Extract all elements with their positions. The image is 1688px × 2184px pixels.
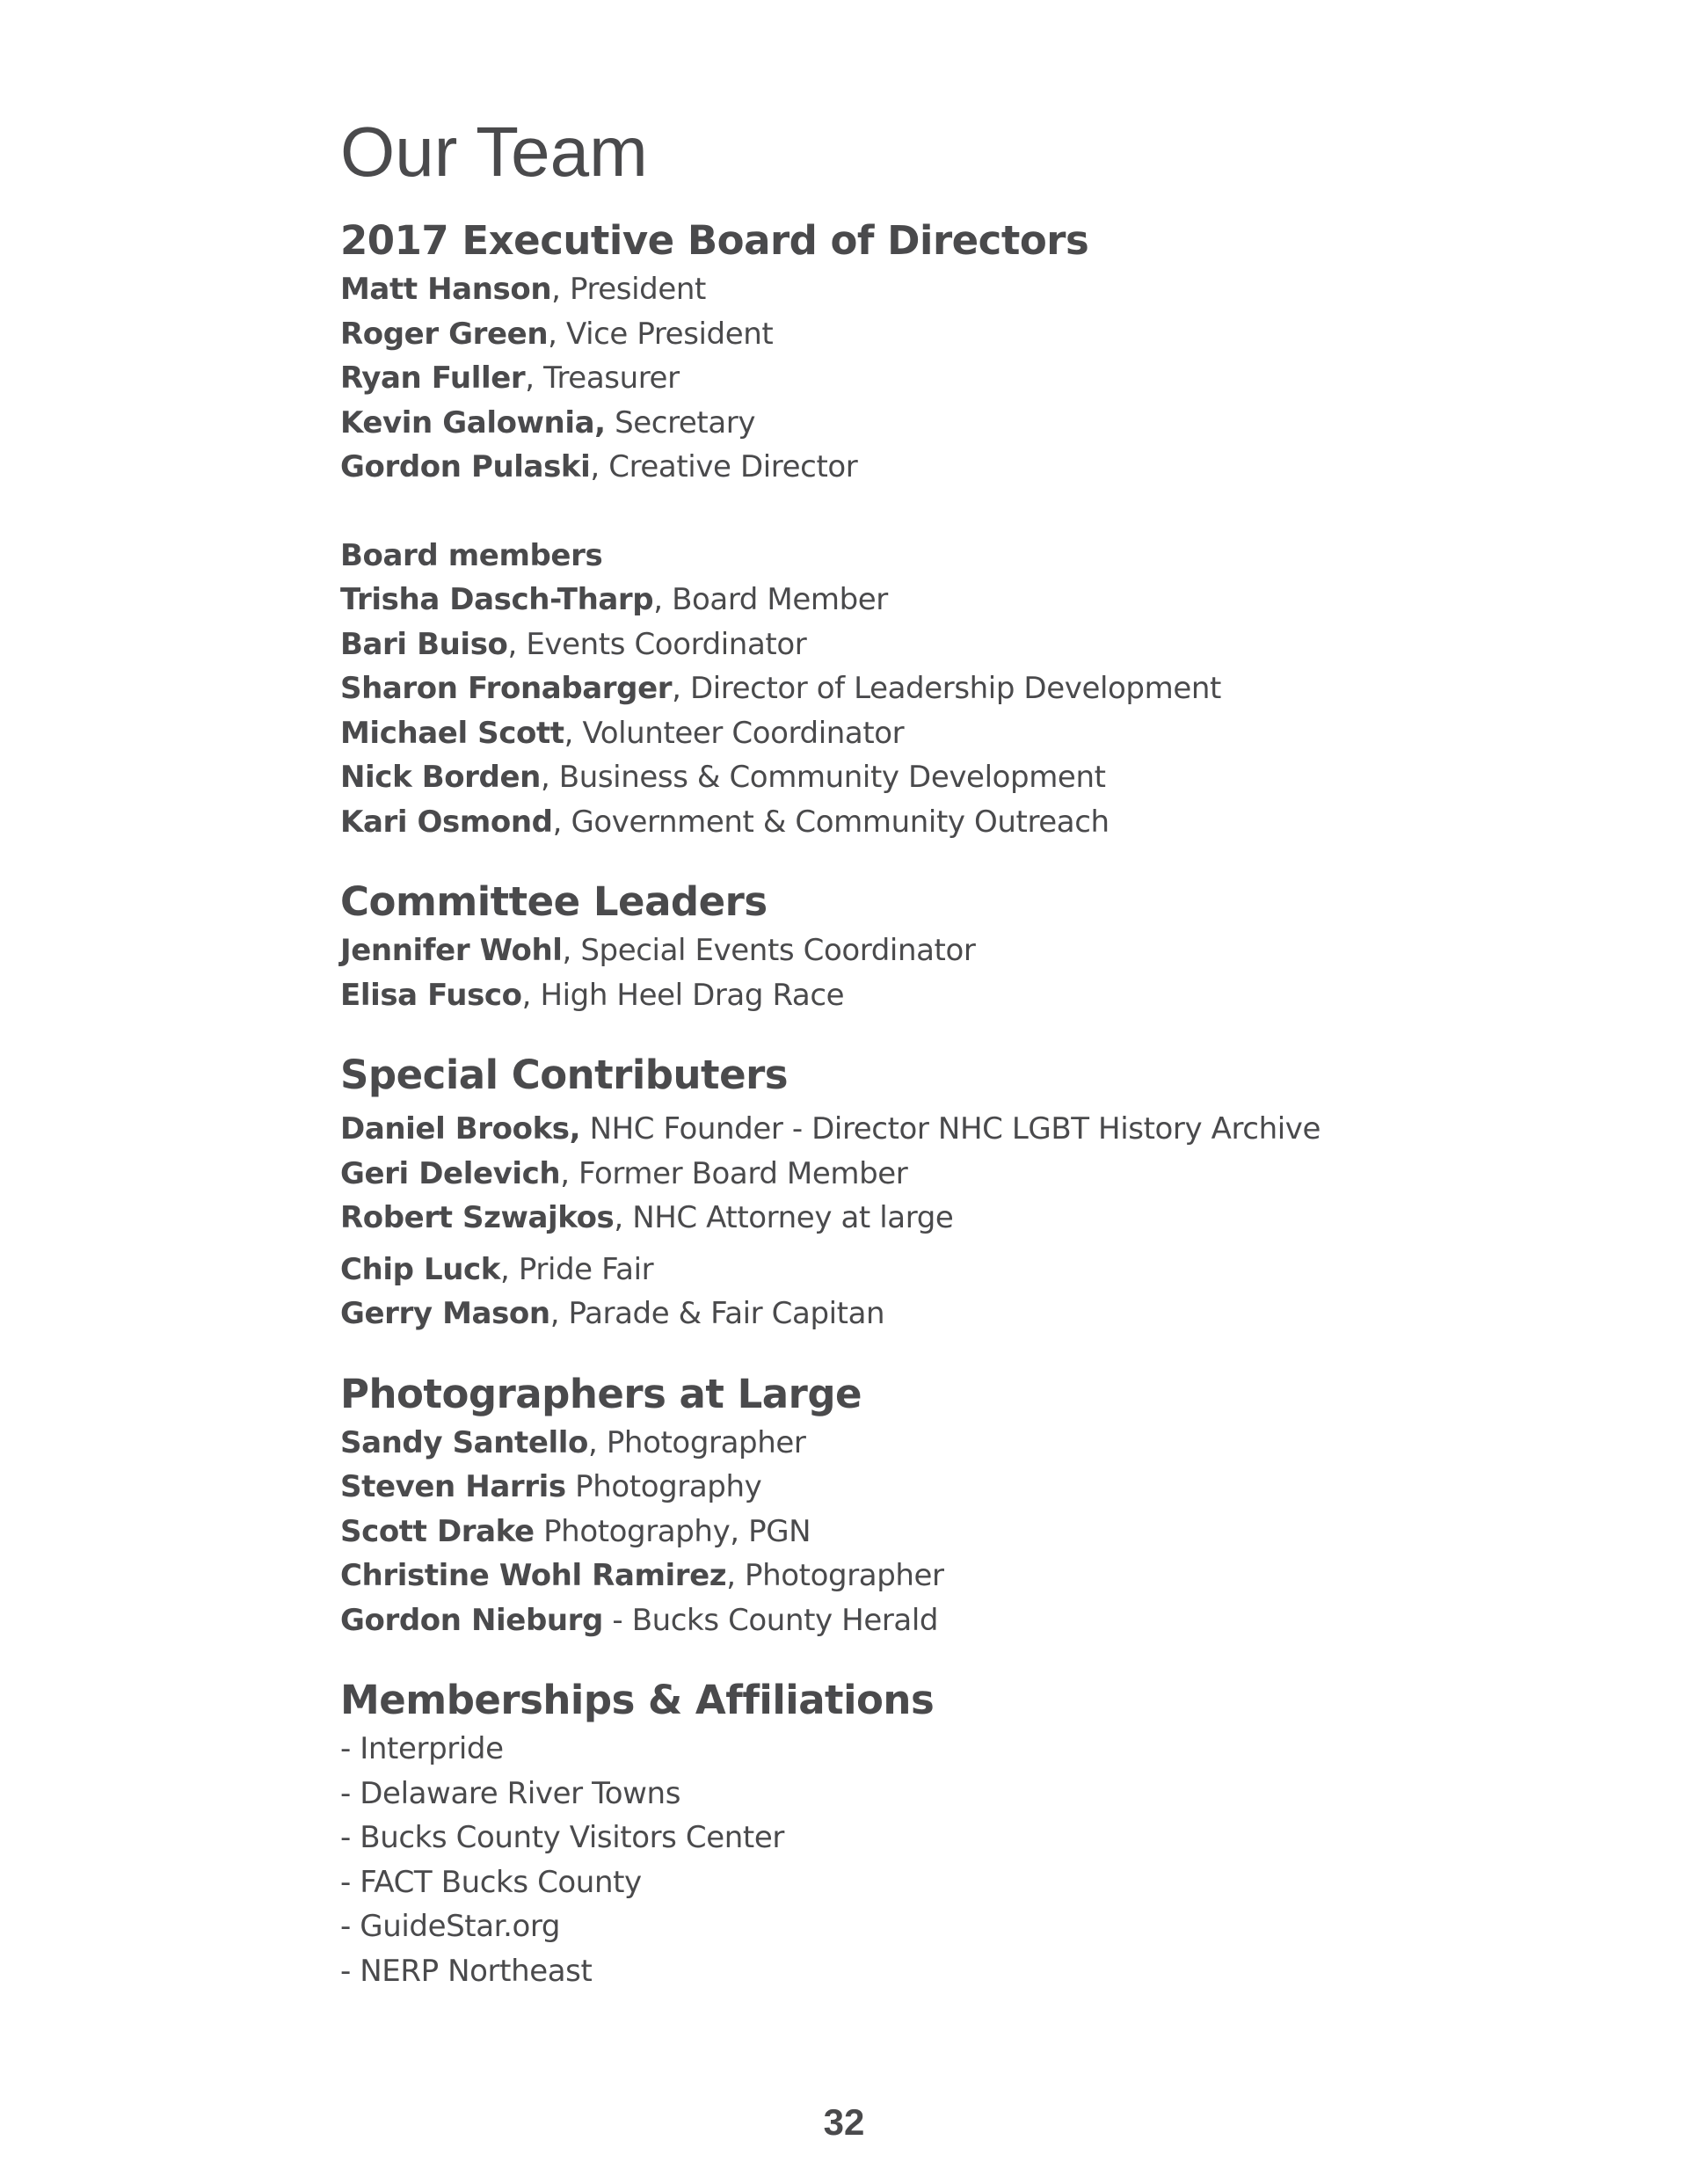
separator: ,: [551, 272, 570, 307]
person-name: Gordon Nieburg: [340, 1602, 603, 1638]
team-entry: [340, 1421, 1483, 1466]
team-entry: [340, 578, 1483, 622]
team-entry: [340, 755, 1483, 800]
affiliation-item: - NERP Northeast: [340, 1953, 593, 1989]
sub-heading: Board members: [340, 537, 603, 573]
team-entry: [340, 1554, 1483, 1598]
person-role: Bucks County Herald: [631, 1602, 939, 1638]
separator: [606, 405, 615, 440]
person-name: Christine Wohl Ramirez: [340, 1558, 727, 1593]
person-role: Vice President: [565, 316, 774, 352]
separator: ,: [521, 977, 541, 1013]
entry-list: [340, 1421, 1483, 1643]
person-role: Former Board Member: [578, 1155, 908, 1191]
separator: ,: [507, 626, 527, 662]
team-entry: [340, 1465, 1483, 1510]
affiliation-item: - Bucks County Visitors Center: [340, 1820, 784, 1855]
team-entry: [340, 1107, 1483, 1152]
separator: ,: [672, 671, 690, 706]
separator: ,: [588, 1424, 607, 1460]
separator: [535, 1514, 543, 1549]
team-entry: [340, 711, 1483, 756]
team-entry: [340, 973, 1483, 1018]
person-role: High Heel Drag Race: [540, 977, 845, 1013]
person-name: Gerry Mason: [340, 1296, 550, 1331]
separator: ,: [560, 1155, 579, 1191]
person-name: Matt Hanson: [340, 272, 552, 307]
team-entry: [340, 1292, 1483, 1336]
separator: [580, 1111, 589, 1147]
affiliation-item: - Interpride: [340, 1731, 504, 1766]
person-name: Kari Osmond: [340, 804, 553, 840]
person-name: Daniel Brooks,: [340, 1111, 581, 1147]
separator: ,: [564, 715, 583, 751]
entry-list: [340, 578, 1483, 844]
person-name: Jennifer Wohl: [340, 933, 563, 968]
team-entry: [340, 1248, 1483, 1292]
person-role: Photographer: [745, 1558, 944, 1593]
separator: ,: [540, 760, 559, 795]
team-entry: [340, 401, 1483, 446]
committee-leaders-section: [340, 876, 1483, 1017]
person-role: Parade & Fair Capitan: [568, 1296, 885, 1331]
person-name: Elisa Fusco: [340, 977, 522, 1013]
memberships-section: [340, 1674, 1483, 1993]
board-members-section: [340, 534, 1483, 845]
person-role: Creative Director: [608, 449, 858, 484]
page-content: [340, 104, 1483, 1993]
team-entry: [340, 1196, 1483, 1241]
separator: ,: [653, 582, 673, 617]
separator: ,: [549, 1296, 569, 1331]
person-role: Photography: [575, 1469, 762, 1504]
team-entry: [340, 445, 1483, 490]
section-title: 2017 Executive Board of Directors: [340, 217, 1089, 264]
entry-list: [340, 928, 1483, 1017]
page-number: 32: [823, 2101, 865, 2143]
person-name: Ryan Fuller: [340, 360, 526, 396]
person-role: NHC Attorney at large: [632, 1200, 954, 1235]
section-title: Special Contributers: [340, 1052, 789, 1098]
separator: [566, 1469, 575, 1504]
person-role: Board Member: [672, 582, 888, 617]
separator: -: [603, 1602, 632, 1638]
person-name: Roger Green: [340, 316, 549, 352]
person-name: Michael Scott: [340, 715, 564, 751]
person-role: Events Coordinator: [526, 626, 807, 662]
person-role: Treasurer: [543, 360, 680, 396]
entry-list: [340, 1107, 1483, 1336]
person-name: Gordon Pulaski: [340, 449, 591, 484]
person-name: Geri Delevich: [340, 1155, 561, 1191]
person-role: NHC Founder - Director NHC LGBT History Archive: [589, 1111, 1321, 1147]
person-name: Robert Szwajkos: [340, 1200, 615, 1235]
section-title: Committee Leaders: [340, 878, 768, 925]
separator: ,: [614, 1200, 633, 1235]
separator: ,: [548, 316, 566, 352]
person-role: Pride Fair: [518, 1251, 654, 1287]
separator: ,: [590, 449, 609, 484]
person-role: Government & Community Outreach: [571, 804, 1110, 840]
team-entry: [340, 1510, 1483, 1554]
affiliation-item: - FACT Bucks County: [340, 1864, 642, 1900]
section-title: Photographers at Large: [340, 1370, 862, 1417]
person-name: Steven Harris: [340, 1469, 566, 1504]
team-entry: [340, 356, 1483, 401]
team-entry: [340, 1152, 1483, 1197]
team-entry: [340, 267, 1483, 312]
team-entry: [340, 312, 1483, 357]
team-entry: [340, 622, 1483, 667]
person-role: Photographer: [606, 1424, 806, 1460]
person-role: Business & Community Development: [558, 760, 1106, 795]
person-role: Volunteer Coordinator: [582, 715, 905, 751]
person-role: Special Events Coordinator: [580, 933, 976, 968]
affiliation-item: - Delaware River Towns: [340, 1775, 681, 1811]
person-name: Chip Luck: [340, 1251, 501, 1287]
separator: ,: [726, 1558, 746, 1593]
person-role: Secretary: [615, 404, 756, 440]
separator: ,: [500, 1251, 519, 1287]
person-name: Sandy Santello: [340, 1424, 588, 1460]
executive-board-section: [340, 215, 1483, 490]
person-role: Photography, PGN: [543, 1513, 811, 1549]
person-name: Bari Buiso: [340, 626, 508, 662]
team-entry: [340, 666, 1483, 711]
team-entry: [340, 800, 1483, 845]
separator: ,: [552, 804, 571, 840]
photographers-section: [340, 1368, 1483, 1643]
affiliation-item: - GuideStar.org: [340, 1909, 561, 1944]
separator: ,: [562, 933, 581, 968]
team-entry: [340, 1598, 1483, 1643]
person-name: Sharon Fronabarger: [340, 671, 673, 706]
page-title: Our Team: [340, 113, 648, 191]
team-entry: [340, 928, 1483, 973]
special-contributors-section: [340, 1049, 1483, 1336]
entry-list: [340, 267, 1483, 490]
person-name: Scott Drake: [340, 1513, 535, 1549]
person-name: Nick Borden: [340, 760, 541, 795]
person-name: Trisha Dasch-Tharp: [340, 582, 654, 617]
person-role: Director of Leadership Development: [689, 671, 1221, 706]
person-role: President: [569, 272, 706, 307]
person-name: Kevin Galownia,: [340, 404, 606, 440]
separator: ,: [525, 360, 544, 396]
section-title: Memberships & Affiliations: [340, 1677, 935, 1723]
affiliation-list: [340, 1727, 1483, 1993]
